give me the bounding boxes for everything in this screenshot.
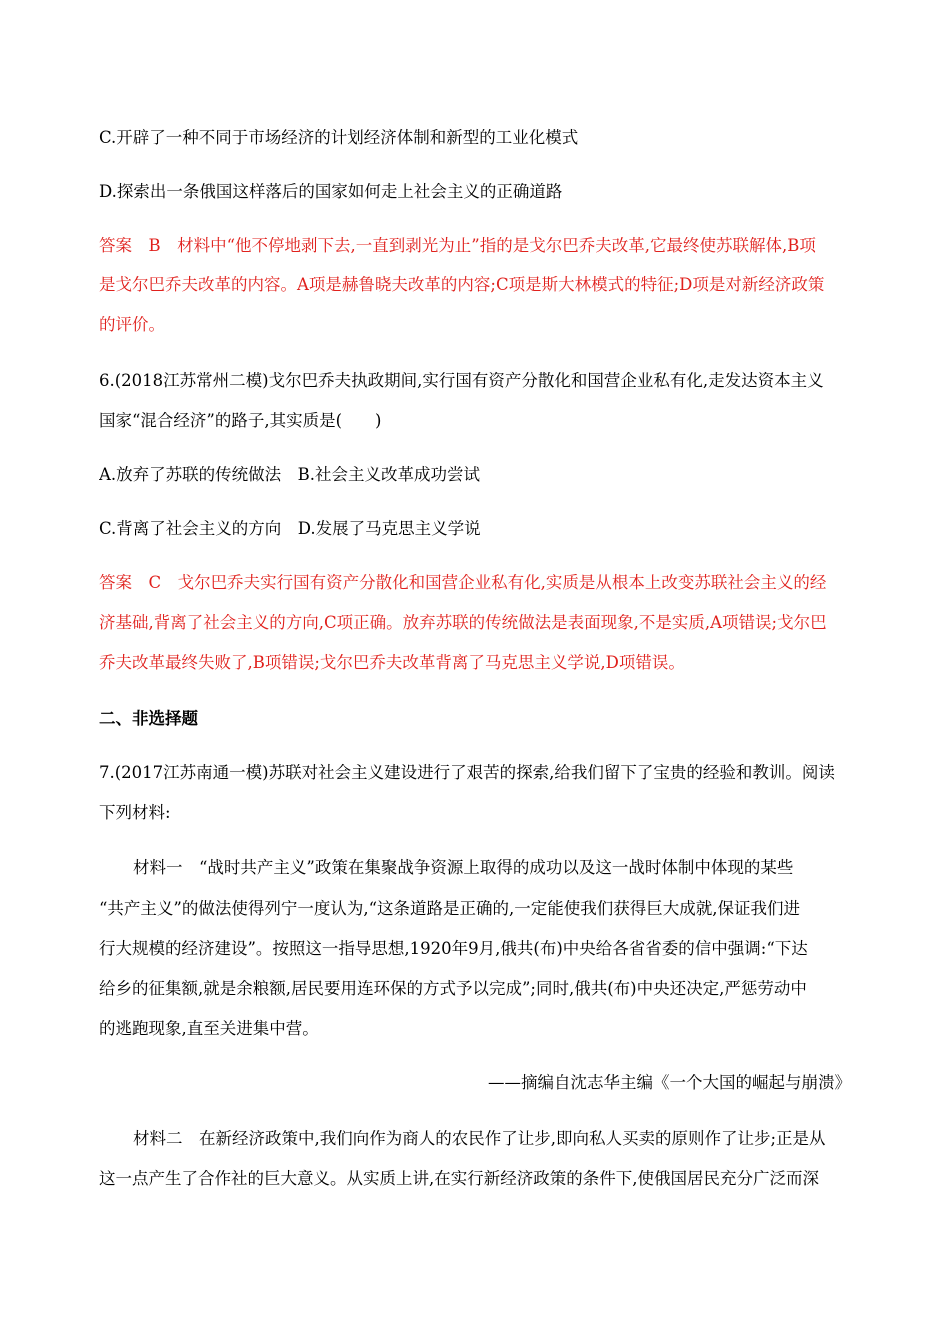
material1-line-4: 给乡的征集额,就是余粮额,居民要用连环保的方式予以完成”;同时,俄共(布)中央还决定,严惩劳动中	[99, 979, 807, 998]
q5-answer-line-3: 的评价。	[99, 315, 165, 334]
material1-source: ——摘编自沈志华主编《一个大国的崛起与崩溃》	[488, 1073, 851, 1092]
q5-option-d: D.探索出一条俄国这样落后的国家如何走上社会主义的正确道路	[99, 182, 563, 201]
q6-stem-line-2: 国家“混合经济”的路子,其实质是( )	[99, 411, 382, 430]
section-title: 二、非选择题	[99, 709, 198, 728]
q6-stem-line-1: 6.(2018江苏常州二模)戈尔巴乔夫执政期间,实行国有资产分散化和国营企业私有化,走发达资本主义	[99, 371, 824, 390]
q6-options-ab: A.放弃了苏联的传统做法 B.社会主义改革成功尝试	[99, 465, 481, 484]
material2-line-1: 材料二 在新经济政策中,我们向作为商人的农民作了让步,即向私人买卖的原则作了让步;正是从	[133, 1129, 826, 1148]
q6-answer-line-2: 济基础,背离了社会主义的方向,C项正确。放弃苏联的传统做法是表面现象,不是实质,A项错误;戈尔巴	[99, 613, 827, 632]
q7-stem-line-1: 7.(2017江苏南通一模)苏联对社会主义建设进行了艰苦的探索,给我们留下了宝贵的经验和教训。阅读	[99, 763, 835, 782]
material1-line-2: “共产主义”的做法使得列宁一度认为,“这条道路是正确的,一定能使我们获得巨大成就,保证我们进	[99, 899, 801, 918]
material2-line-2: 这一点产生了合作社的巨大意义。从实质上讲,在实行新经济政策的条件下,使俄国居民充分广泛而深	[99, 1169, 819, 1188]
material1-line-1: 材料一 “战时共产主义”政策在集聚战争资源上取得的成功以及这一战时体制中体现的某些	[133, 858, 794, 877]
q5-option-c: C.开辟了一种不同于市场经济的计划经济体制和新型的工业化模式	[99, 128, 579, 147]
material1-line-3: 行大规模的经济建设”。按照这一指导思想,1920年9月,俄共(布)中央给各省省委的信中强调:“下达	[99, 939, 808, 958]
material1-line-5: 的逃跑现象,直至关进集中营。	[99, 1019, 319, 1038]
q5-answer-line-1: 答案 B 材料中“他不停地剥下去,一直到剥光为止”指的是戈尔巴乔夫改革,它最终使苏联解体,B项	[99, 236, 816, 255]
q6-options-cd: C.背离了社会主义的方向 D.发展了马克思主义学说	[99, 519, 481, 538]
q7-stem-line-2: 下列材料:	[99, 803, 171, 822]
q6-answer-line-3: 乔夫改革最终失败了,B项错误;戈尔巴乔夫改革背离了马克思主义学说,D项错误。	[99, 653, 685, 672]
q6-answer-line-1: 答案 C 戈尔巴乔夫实行国有资产分散化和国营企业私有化,实质是从根本上改变苏联社会主义的经	[99, 573, 827, 592]
q5-answer-line-2: 是戈尔巴乔夫改革的内容。A项是赫鲁晓夫改革的内容;C项是斯大林模式的特征;D项是对新经济政策	[99, 275, 825, 294]
